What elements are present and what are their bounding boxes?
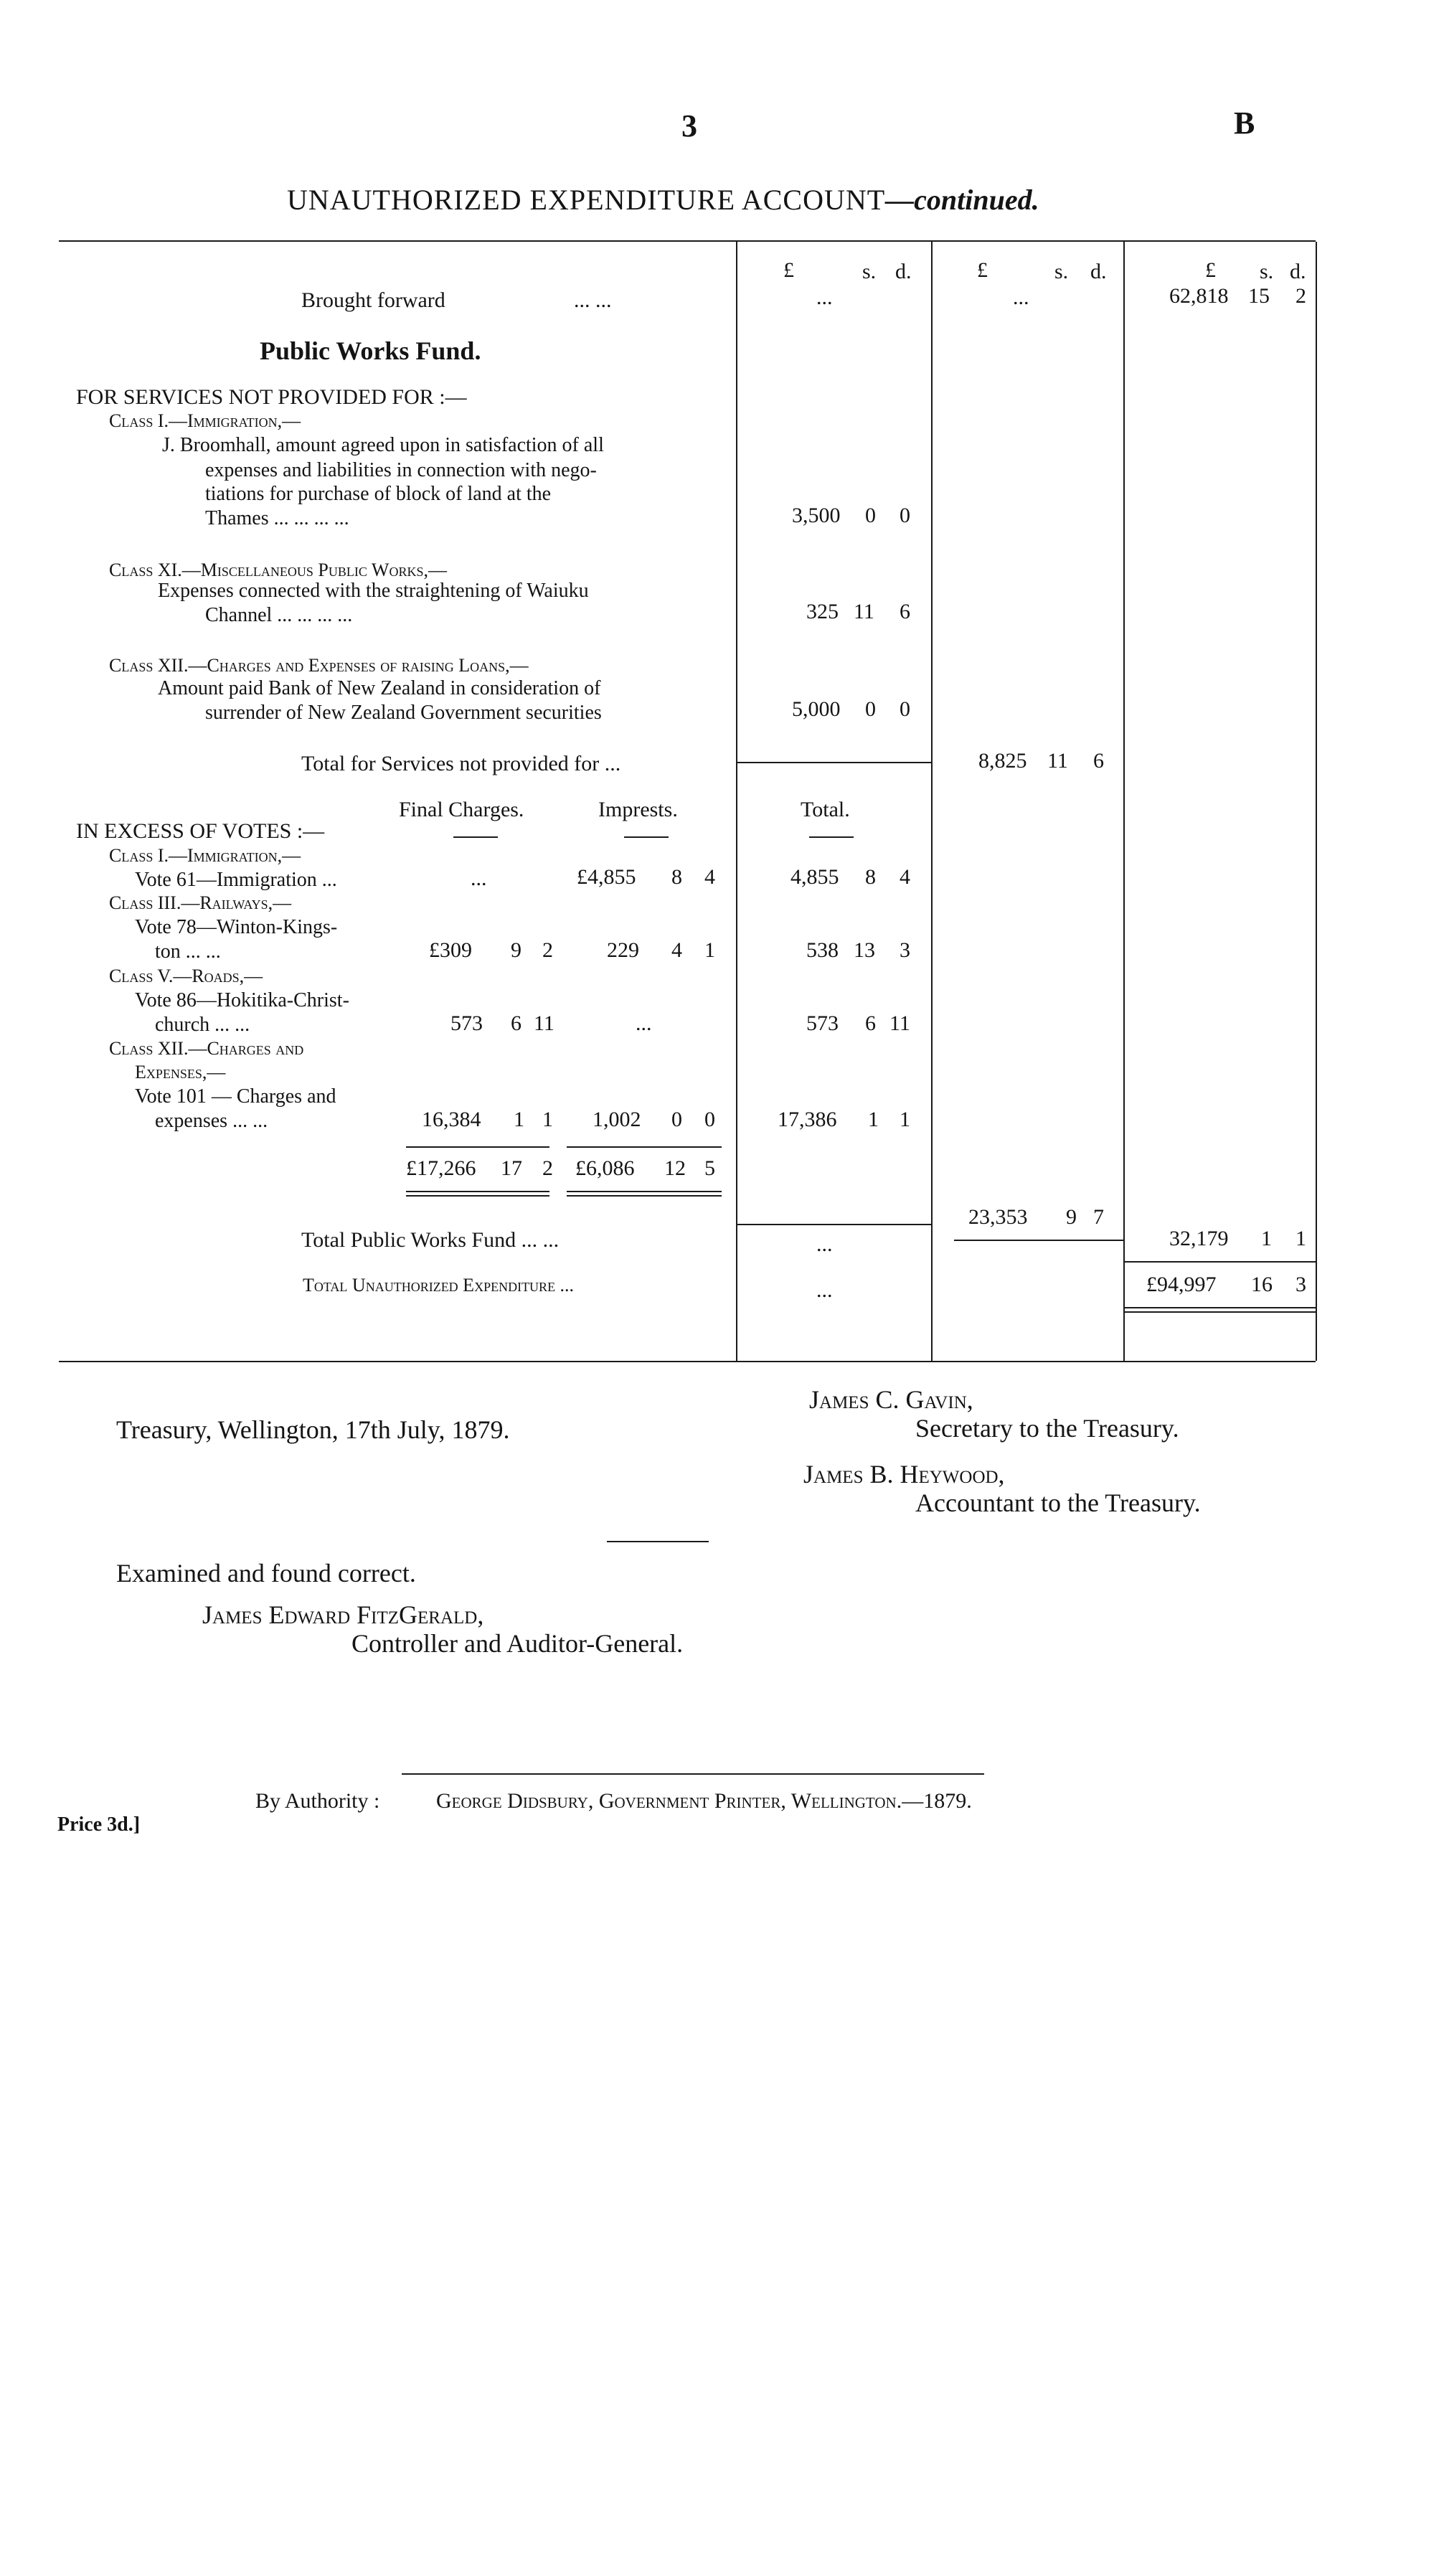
col1-d-header: d. xyxy=(895,260,912,283)
unauthorized-total-pounds: £94,997 xyxy=(1146,1273,1217,1296)
services-total-label: Total for Services not provided for ... xyxy=(301,752,621,775)
excess-item1-total-pounds: 4,855 xyxy=(790,865,839,889)
excess-item4-final-pounds: 16,384 xyxy=(422,1108,481,1131)
brought-forward-col3-s: 15 xyxy=(1248,284,1270,308)
unauthorized-total-label: Total Unauthorized Expenditure ... xyxy=(303,1275,575,1296)
class1-line-3: tiations for purchase of block of land at the xyxy=(205,483,552,505)
services-total-pounds: 8,825 xyxy=(978,749,1027,773)
excess-item4-final-s: 1 xyxy=(514,1108,524,1131)
excess-item4-total-s: 1 xyxy=(868,1108,879,1131)
unauthorized-total-col1: ... xyxy=(816,1278,833,1302)
grand-total-rule-1 xyxy=(1123,1307,1316,1308)
excess-item1-line1: Vote 61—Immigration ... xyxy=(135,869,337,891)
imprests-subtotal-s: 12 xyxy=(664,1156,686,1180)
col-divider-right xyxy=(1316,242,1317,1361)
excess-item4-imprest-pounds: 1,002 xyxy=(593,1108,641,1131)
excess-item1-imprest-d: 4 xyxy=(704,865,715,889)
authority-text: George Didsbury, Government Printer, Wellington.—1879. xyxy=(436,1789,972,1813)
brought-forward-col3-d: 2 xyxy=(1295,284,1306,308)
col2-s-header: s. xyxy=(1054,260,1069,283)
excess-class3-label: Class III.—Railways,— xyxy=(109,892,292,913)
secretary-name xyxy=(809,1384,973,1415)
class11-amount-pounds: 325 xyxy=(806,600,839,623)
brought-forward-col2: ... xyxy=(1013,286,1029,309)
excess-item2-imprest-s: 4 xyxy=(671,938,682,962)
class11-line-1: Expenses connected with the straightening of Waiuku xyxy=(158,580,589,602)
class1-line-1: J. Broomhall, amount agreed upon in satisfaction of all xyxy=(162,434,604,456)
imprests-header-underline xyxy=(624,836,669,838)
class1-line-2: expenses and liabilities in connection with nego- xyxy=(205,459,597,481)
separator-rule xyxy=(607,1541,709,1542)
services-total-s: 11 xyxy=(1047,749,1068,773)
class1-label: Class I.—Immigration,— xyxy=(109,410,301,431)
excess-class5-label: Class V.—Roads,— xyxy=(109,966,263,986)
col-divider-3 xyxy=(1123,242,1125,1361)
excess-item2-final-pounds: £309 xyxy=(429,938,472,962)
auditor-title: Controller and Auditor-General. xyxy=(351,1629,684,1658)
excess-class1-label: Class I.—Immigration,— xyxy=(109,845,301,866)
excess-heading: IN EXCESS OF VOTES :— xyxy=(76,819,325,843)
class12-amount-s: 0 xyxy=(865,697,876,721)
col2-d-header: d. xyxy=(1090,260,1107,283)
excess-total-s: 9 xyxy=(1066,1205,1077,1229)
excess-item4-line1: Vote 101 — Charges and xyxy=(135,1085,336,1108)
excess-item3-total-s: 6 xyxy=(865,1011,876,1035)
col3-d-header: d. xyxy=(1290,260,1306,283)
auditor-name xyxy=(202,1600,483,1630)
imprests-subtotal-d: 5 xyxy=(704,1156,715,1180)
total-column-sum-rule xyxy=(737,1224,931,1225)
footer-rule xyxy=(402,1773,984,1775)
final-subtotal-d: 2 xyxy=(542,1156,553,1180)
col2-sum-rule xyxy=(954,1240,1123,1241)
final-subtotal-pounds: £17,266 xyxy=(406,1156,476,1180)
col-divider-1 xyxy=(736,242,737,1361)
excess-item2-total-pounds: 538 xyxy=(806,938,839,962)
fund-heading: Public Works Fund. xyxy=(260,336,481,365)
title-text: UNAUTHORIZED EXPENDITURE ACCOUNT xyxy=(287,184,886,216)
services-total-d: 6 xyxy=(1093,749,1104,773)
public-works-total-pounds: 32,179 xyxy=(1169,1227,1229,1250)
final-subtotal-rule-bottom-1 xyxy=(406,1191,549,1192)
services-heading: FOR SERVICES NOT PROVIDED FOR :— xyxy=(76,385,467,409)
class12-line-1: Amount paid Bank of New Zealand in consideration of xyxy=(158,677,601,699)
final-subtotal-rule-top xyxy=(406,1146,549,1148)
class12-amount-pounds: 5,000 xyxy=(792,697,841,721)
accountant-name xyxy=(803,1459,1005,1489)
col2-pound-header: £ xyxy=(977,258,988,282)
col3-pound-header: £ xyxy=(1205,258,1216,282)
excess-col-imprests-header: Imprests. xyxy=(598,798,678,821)
excess-item1-total-d: 4 xyxy=(900,865,910,889)
page-number: 3 xyxy=(681,108,697,143)
class12-line-2: surrender of New Zealand Government securities xyxy=(205,702,602,724)
class1-amount-d: 0 xyxy=(900,504,910,527)
excess-item2-imprest-pounds: 229 xyxy=(607,938,639,962)
brought-forward-label: Brought forward xyxy=(301,288,445,312)
imprests-subtotal-rule-bottom-1 xyxy=(567,1191,722,1192)
excess-class12-label: Class XII.—Charges and xyxy=(109,1038,304,1059)
title-suffix: —continued. xyxy=(885,184,1039,216)
excess-item2-final-s: 9 xyxy=(511,938,521,962)
accountant-title: Accountant to the Treasury. xyxy=(915,1488,1201,1517)
excess-item4-imprest-s: 0 xyxy=(671,1108,682,1131)
excess-item4-total-d: 1 xyxy=(900,1108,910,1131)
place-date: Treasury, Wellington, 17th July, 1879. xyxy=(116,1415,510,1444)
excess-item2-line2: ton ... ... xyxy=(155,940,221,963)
col-divider-2 xyxy=(931,242,933,1361)
table-bottom-rule xyxy=(59,1361,1316,1362)
col3-sum-rule xyxy=(1123,1261,1316,1263)
excess-item4-line2: expenses ... ... xyxy=(155,1110,268,1132)
brought-forward-col1: ... xyxy=(816,286,833,309)
authority-prefix: By Authority : xyxy=(255,1789,380,1813)
public-works-total-label: Total Public Works Fund ... ... xyxy=(301,1228,560,1252)
excess-col-total-header: Total. xyxy=(801,798,850,821)
excess-item3-final-d: 11 xyxy=(534,1011,554,1035)
excess-item3-imprest: ... xyxy=(636,1011,652,1035)
public-works-total-d: 1 xyxy=(1295,1227,1306,1250)
unauthorized-total-d: 3 xyxy=(1295,1273,1306,1296)
final-subtotal-s: 17 xyxy=(501,1156,522,1180)
public-works-total-s: 1 xyxy=(1261,1227,1272,1250)
table-top-rule xyxy=(59,240,1316,242)
class11-amount-s: 11 xyxy=(854,600,874,623)
excess-item3-line2: church ... ... xyxy=(155,1014,250,1036)
class1-amount-pounds: 3,500 xyxy=(792,504,841,527)
class11-line-2: Channel ... ... ... ... xyxy=(205,604,353,626)
excess-item2-final-d: 2 xyxy=(542,938,553,962)
class1-amount-s: 0 xyxy=(865,504,876,527)
excess-item3-final-s: 6 xyxy=(511,1011,521,1035)
excess-item2-imprest-d: 1 xyxy=(704,938,715,962)
brought-forward-dots: ... ... xyxy=(574,288,612,312)
excess-item3-total-pounds: 573 xyxy=(806,1011,839,1035)
excess-item1-imprest-pounds: £4,855 xyxy=(577,865,636,889)
services-sum-rule xyxy=(737,762,931,763)
excess-class12-label-2: Expenses,— xyxy=(135,1062,226,1082)
excess-item4-imprest-d: 0 xyxy=(704,1108,715,1131)
final-header-underline xyxy=(453,836,498,838)
excess-item2-total-d: 3 xyxy=(900,938,910,962)
secretary-name-text: James C. Gavin, xyxy=(809,1385,973,1414)
unauthorized-total-s: 16 xyxy=(1251,1273,1273,1296)
brought-forward-col3-pounds: 62,818 xyxy=(1169,284,1229,308)
grand-total-rule-2 xyxy=(1123,1311,1316,1313)
imprests-subtotal-rule-top xyxy=(567,1146,722,1148)
imprests-subtotal-pounds: £6,086 xyxy=(575,1156,635,1180)
price: Price 3d.] xyxy=(57,1813,141,1836)
excess-item1-final: ... xyxy=(471,867,487,890)
excess-item1-total-s: 8 xyxy=(865,865,876,889)
examined-text: Examined and found correct. xyxy=(116,1559,416,1587)
page-title xyxy=(287,183,1039,217)
excess-item3-final-pounds: 573 xyxy=(450,1011,483,1035)
col1-pound-header: £ xyxy=(783,258,794,282)
excess-item2-total-s: 13 xyxy=(854,938,875,962)
auditor-name-text: James Edward FitzGerald, xyxy=(202,1600,484,1629)
class12-label: Class XII.—Charges and Expenses of raising Loans,— xyxy=(109,655,529,676)
excess-total-pounds: 23,353 xyxy=(968,1205,1028,1229)
public-works-total-col1: ... xyxy=(816,1232,833,1256)
excess-item4-final-d: 1 xyxy=(542,1108,553,1131)
excess-item3-line1: Vote 86—Hokitika-Christ- xyxy=(135,989,349,1011)
excess-item2-line1: Vote 78—Winton-Kings- xyxy=(135,916,338,938)
excess-total-d: 7 xyxy=(1093,1205,1104,1229)
accountant-name-text: James B. Heywood, xyxy=(803,1460,1005,1488)
excess-item1-imprest-s: 8 xyxy=(671,865,682,889)
series-letter: B xyxy=(1234,105,1255,141)
excess-col-final-header: Final Charges. xyxy=(399,798,524,821)
col3-s-header: s. xyxy=(1260,260,1274,283)
col1-s-header: s. xyxy=(862,260,877,283)
class11-amount-d: 6 xyxy=(900,600,910,623)
secretary-title: Secretary to the Treasury. xyxy=(915,1414,1179,1443)
excess-item3-total-d: 11 xyxy=(889,1011,910,1035)
excess-item4-total-pounds: 17,386 xyxy=(778,1108,837,1131)
total-header-underline xyxy=(809,836,854,838)
class12-amount-d: 0 xyxy=(900,697,910,721)
imprests-subtotal-rule-bottom-2 xyxy=(567,1195,722,1197)
class11-label: Class XI.—Miscellaneous Public Works,— xyxy=(109,560,447,580)
final-subtotal-rule-bottom-2 xyxy=(406,1195,549,1197)
class1-line-4: Thames ... ... ... ... xyxy=(205,507,349,529)
